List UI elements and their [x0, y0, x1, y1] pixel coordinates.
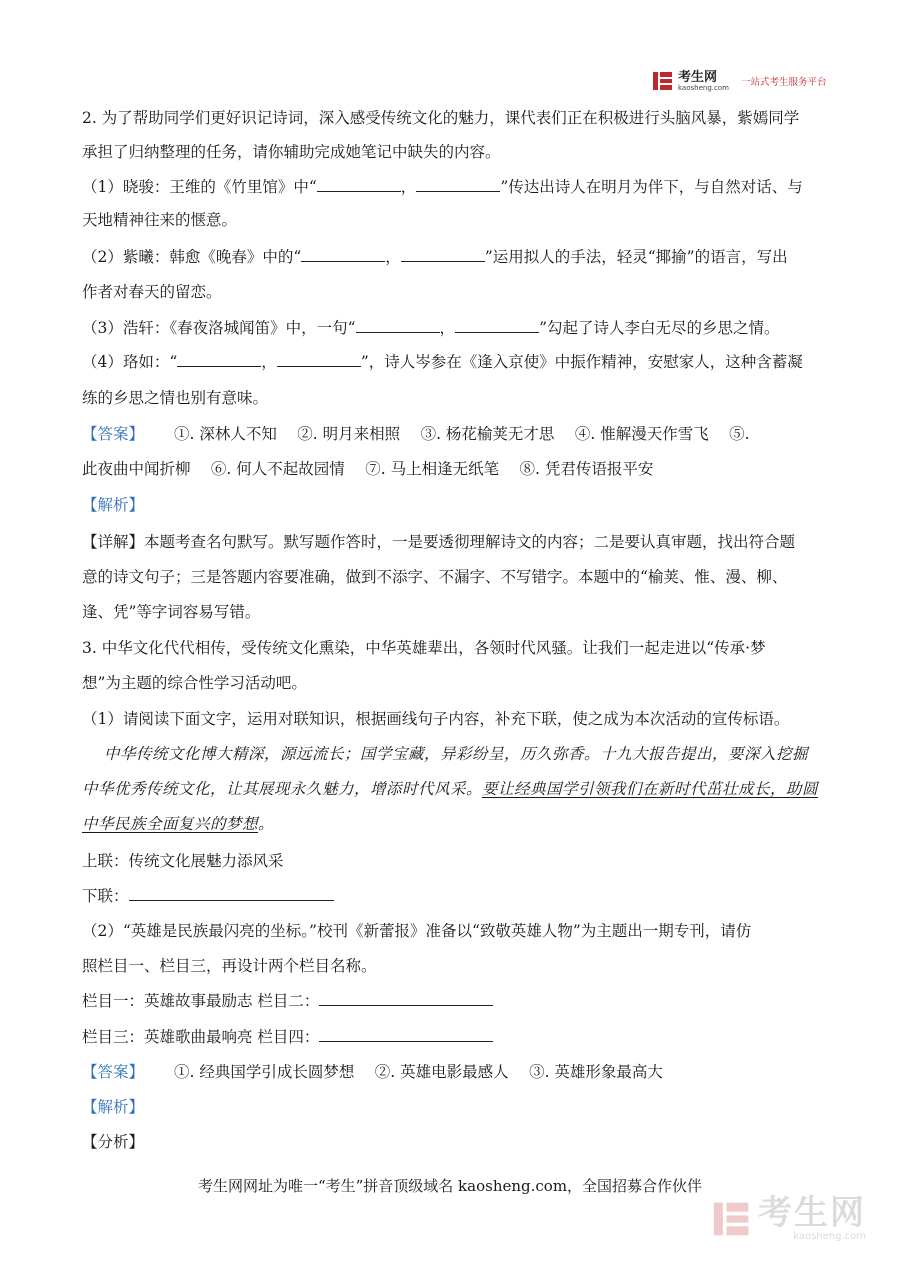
q3-lower-label: 下联：: [82, 887, 129, 905]
q2-part3-text: （3）浩轩：《春夜洛城闻笛》中，一句“: [82, 319, 356, 337]
q2-blank-2[interactable]: [416, 177, 500, 192]
q2-stem-line-1: 2. 为了帮助同学们更好识记诗词，深入感受传统文化的魅力，课代表们正在积极进行头脑风暴，紫嫣同学: [82, 109, 800, 127]
q2-part2-text: （2）紫曦：韩愈《晚春》中的“: [82, 248, 302, 266]
q2-part4-text-end: ”，诗人岑参在《逢入京使》中振作精神，安慰家人，这种含蓄凝: [360, 353, 803, 371]
q2-blank-5[interactable]: [356, 318, 440, 333]
q3-answer-tag: 【答案】: [82, 1063, 145, 1081]
q2-part2-text-end: ”运用拟人的手法，轻灵“揶揄”的语言，写出: [484, 248, 788, 266]
q2-detail-line-2: 意的诗文句子；三是答题内容要准确，做到不添字、不漏字、不写错字。本题中的“榆荚、惟、漫、柳、: [82, 568, 788, 586]
q3-stem-line-2: 想”为主题的综合性学习活动吧。: [82, 674, 307, 692]
page-footer: 考生网网址为唯一“考生”拼音顶级域名 kaosheng.com，全国招募合作伙伴: [197, 1177, 703, 1195]
q2-detail-line-1: 【详解】本题考查名句默写。默写题作答时，一是要透彻理解诗文的内容；二是要认真审题，找出符合题: [82, 533, 796, 551]
q2-part3-text-end: ”勾起了诗人李白无尽的乡思之情。: [539, 319, 780, 337]
header-brand-domain: kaosheng.com: [678, 83, 729, 92]
header-logo: [652, 70, 826, 92]
q3-analyze-tag: 【分析】: [82, 1133, 145, 1151]
q3-passage-line-3: [82, 814, 274, 834]
q2-part2-line-2: 作者对春天的留恋。: [82, 283, 222, 301]
q3-lower-couplet: [82, 886, 334, 906]
watermark: [712, 1193, 866, 1242]
q3-stem-line-1: 3. 中华文化代代相传，受传统文化熏染，中华英雄辈出，各领时代风骚。让我们一起走进以“传承·梦: [82, 639, 766, 657]
q2-analysis-tag: 【解析】: [82, 496, 145, 514]
q2-part4-text: （4）珞如：“: [82, 353, 178, 371]
kaosheng-logo-icon: [652, 70, 674, 92]
q2-part2-comma: ，: [385, 248, 401, 266]
q2-answer-tag: 【答案】: [82, 425, 145, 443]
q2-detail-line-3: 逢、凭”等字词容易写错。: [82, 603, 261, 621]
q3-column-2-blank[interactable]: [319, 991, 493, 1006]
q2-part1-comma: ，: [400, 178, 417, 196]
q2-part1-text-end: ”传达出诗人在明月为伴下，与自然对话、与: [500, 178, 803, 196]
q3-column-4-blank[interactable]: [319, 1027, 493, 1042]
q2-blank-6[interactable]: [455, 318, 539, 333]
q2-blank-3[interactable]: [301, 247, 385, 262]
q3-column-1-text: 栏目一：英雄故事最励志 栏目二：: [82, 992, 320, 1010]
q2-stem-line-2: 承担了归纳整理的任务，请你辅助完成她笔记中缺失的内容。: [82, 143, 501, 161]
q3-underlined-sentence-2: 中华民族全面复兴的梦想: [82, 815, 259, 833]
q2-answer-line-1: [82, 424, 750, 444]
q3-analysis-tag: 【解析】: [82, 1098, 145, 1116]
q2-part3-comma: ，: [439, 319, 456, 337]
q3-part2-line-2: 照栏目一、栏目三，再设计两个栏目名称。: [82, 957, 377, 975]
q3-underlined-sentence-1: 要让经典国学引领我们在新时代茁壮成长，助圆: [482, 780, 819, 798]
q2-part4-comma: ，: [261, 353, 277, 371]
q2-part4-line-1: [82, 352, 803, 372]
q3-lower-couplet-blank[interactable]: [129, 886, 334, 901]
q3-column-line-2: [82, 1027, 493, 1047]
q2-blank-7[interactable]: [177, 352, 261, 367]
watermark-brand: 考生网: [758, 1193, 866, 1233]
q3-upper-couplet: 上联：传统文化展魅力添风采: [82, 852, 284, 870]
header-slogan: 一站式考生服务平台: [740, 77, 827, 88]
q3-answer-line: [82, 1062, 663, 1082]
q2-blank-8[interactable]: [277, 352, 361, 367]
q2-part1-line-1: [82, 177, 803, 197]
q2-blank-4[interactable]: [401, 247, 485, 262]
watermark-domain: kaosheng.com: [793, 1231, 866, 1242]
q2-answer-line-2: 此夜曲中闻折柳 ⑥. 何人不起故园情 ⑦. 马上相逢无纸笔 ⑧. 凭君传语报平安: [82, 460, 654, 478]
q2-part1-text: （1）晓骏：王维的《竹里馆》中“: [82, 178, 317, 196]
q2-part1-line-2: 天地精神往来的惬意。: [82, 211, 238, 229]
q2-part4-line-2: 练的乡思之情也别有意味。: [82, 389, 269, 407]
q3-passage-end: 。: [258, 815, 275, 833]
q3-passage-text: 中华优秀传统文化，让其展现永久魅力，增添时代风采。: [82, 780, 483, 798]
q2-blank-1[interactable]: [317, 177, 401, 192]
q3-part1-prompt: （1）请阅读下面文字，运用对联知识，根据画线句子内容，补充下联，使之成为本次活动的宣传标语。: [82, 710, 790, 728]
header-brand-name: 考生网: [678, 69, 718, 85]
watermark-logo-icon: [712, 1199, 752, 1239]
q2-answer-text-1: ①. 深林人不知 ②. 明月来相照 ③. 杨花榆荚无才思 ④. 惟解漫天作雪飞 ⑤.: [174, 425, 750, 443]
q3-passage-line-1: 中华传统文化博大精深，源远流长；国学宝藏，异彩纷呈，历久弥香。十九大报告提出，要深入挖掘: [104, 745, 809, 763]
q3-passage-line-2: [82, 779, 818, 799]
q2-part2-line-1: [82, 247, 788, 267]
q3-column-line-1: [82, 991, 493, 1011]
q2-part3-line-1: [82, 318, 780, 338]
q3-column-3-text: 栏目三：英雄歌曲最响亮 栏目四：: [82, 1028, 320, 1046]
q3-part2-line-1: （2）“英雄是民族最闪亮的坐标。”校刊《新蕾报》准备以“致敬英雄人物”为主题出一期专刊，请仿: [82, 922, 752, 940]
q3-answer-text: ①. 经典国学引成长圆梦想 ②. 英雄电影最感人 ③. 英雄形象最高大: [174, 1063, 663, 1081]
